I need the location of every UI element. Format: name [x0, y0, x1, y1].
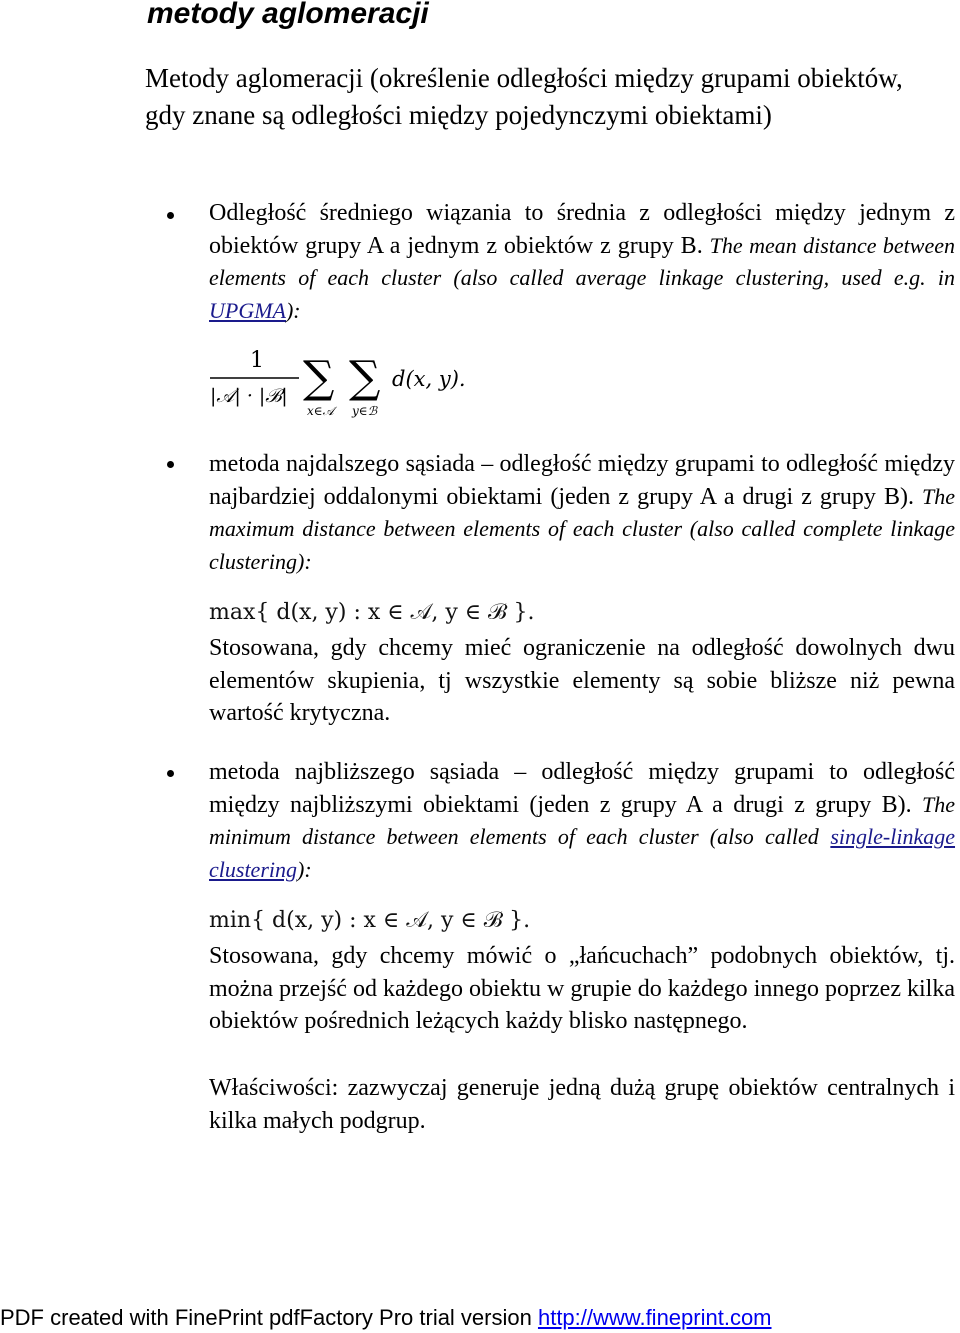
- fineprint-link[interactable]: http://www.fineprint.com: [537, 1305, 772, 1330]
- bullet-2-english: The maximum distance between elements of each cluster (also called complete linkage clustering):: [209, 483, 955, 574]
- bullet-2-marker: [167, 461, 177, 471]
- average-linkage-formula: [207, 338, 487, 422]
- section-heading: metody aglomeracji: [147, 0, 429, 30]
- bullet-1-polish: Odległość średniego wiązania to średnia z odległości między jednym z obiektów grupy A a jednym z obiektów z grupy B.: [209, 200, 955, 259]
- bullet-1-text: [209, 197, 955, 327]
- bullet-2-polish: metoda najdalszego sąsiada – odległość między grupami to odległość między najbardziej oddalonymi obiektami (jeden z grupy A a drugi z grupy B).: [209, 451, 955, 510]
- bullet-3-english-end: ):: [297, 856, 312, 882]
- sum-1-subscript: x∈𝒜: [307, 404, 335, 418]
- formula-term: d(x, y).: [392, 367, 466, 391]
- single-linkage-formula: min{ d(x, y) : x ∈ 𝒜, y ∈ ℬ }.: [209, 908, 531, 933]
- bullet-1-english-end: ):: [285, 297, 301, 323]
- intro-paragraph: Metody aglomeracji (określenie odległości między grupami obiektów, gdy znane są odległości między pojedynczymi obiektami): [145, 63, 903, 130]
- formula-numerator: 1: [250, 348, 264, 373]
- formula-denominator: |𝒜| · |ℬ|: [210, 385, 288, 407]
- bullet-3-english: The minimum distance between elements of each cluster (also called: [209, 791, 955, 850]
- footer-text: PDF created with FinePrint pdfFactory Pro trial version: [0, 1305, 538, 1330]
- sum-2-subscript: y∈ℬ: [352, 404, 378, 418]
- bullet-3-polish: metoda najbliższego sąsiada – odległość między grupami to odległość między najbliższymi obiektami (jeden z grupy A a drugi z grupy B).: [209, 759, 955, 818]
- sum-symbol-1: ∑: [303, 352, 335, 403]
- bullet-2-text: [209, 448, 955, 578]
- sum-symbol-2: ∑: [349, 352, 381, 403]
- bullet-3-note: Stosowana, gdy chcemy mówić o „łańcuchach” podobnych obiektów, tj. można przejść od każdego obiektu w grupie do każdego innego poprzez kilka obiektów pośrednich leżących każdy blisko następnego.: [209, 943, 955, 1035]
- bullet-2-note: Stosowana, gdy chcemy mieć ograniczenie na odległość dowolnych dwu elementów skupienia, tj wszystkie elementy są sobie bliższe niż pewna wartość krytyczna.: [209, 635, 955, 727]
- single-linkage-link[interactable]: single-linkage clustering: [209, 824, 956, 882]
- bullet-3-marker: [167, 770, 177, 780]
- bullet-1-english: The mean distance between elements of each cluster (also called average linkage clustering, used e.g. in: [209, 232, 955, 291]
- complete-linkage-formula: max{ d(x, y) : x ∈ 𝒜, y ∈ ℬ }.: [209, 600, 535, 625]
- pdf-footer: [0, 1305, 960, 1331]
- bullet-3-properties: Właściwości: zazwyczaj generuje jedną dużą grupę obiektów centralnych i kilka małych podgrup.: [209, 1075, 955, 1134]
- bullet-3-text: [209, 756, 955, 886]
- bullet-1-marker: [167, 212, 177, 222]
- upgma-link[interactable]: UPGMA: [209, 297, 286, 323]
